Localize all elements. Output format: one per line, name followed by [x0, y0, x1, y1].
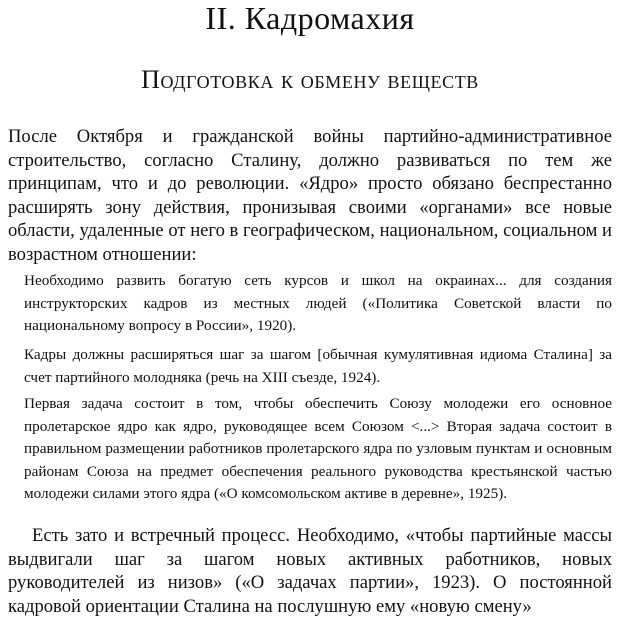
body-paragraph: После Октября и гражданской войны партийно-административное строительство, согласно Сталину, должно развиваться по тем же принципам, что и до революции. «Ядро» просто обязано беспрестанно расширять зону действия, пронизывая своими «органами» все новые области, удаленные от него в географическом, национальном, социальном и возрастном отношении:: [8, 126, 612, 265]
block-quote: Первая задача состоит в том, чтобы обеспечить Союзу молодежи его основное пролетарское ядро как ядро, руководящее всем Союзом <...> Вторая задача состоит в правильном размещении работников пролетарского ядра по узловым пунктам и основным районам Союза на предмет обеспечения реального руководства крестьянской частью молодежи силами этого ядра («О комсомольском активе в деревне», 1925).: [24, 395, 612, 502]
block-quote: Кадры должны расширяться шаг за шагом [обычная кумулятивная идиома Сталина] за счет партийного молодняка (речь на XIII съезде, 1924).: [24, 346, 612, 386]
block-quote: Необходимо развить богатую сеть курсов и школ на окраинах... для создания инструкторских кадров из местных людей («Политика Советской власти по национальному вопросу в России», 1920).: [24, 272, 612, 334]
body-paragraph: Есть зато и встречный процесс. Необходимо, «чтобы партийные массы выдвигали шаг за шагом новых активных работников, новых руководителей из низов» («О задачах партии», 1923). О постоянной кадровой ориентации Сталина на послушную ему «новую смену»: [8, 525, 612, 617]
section-title: Подготовка к обмену веществ: [141, 65, 479, 94]
chapter-title: II. Кадромахия: [205, 0, 415, 36]
